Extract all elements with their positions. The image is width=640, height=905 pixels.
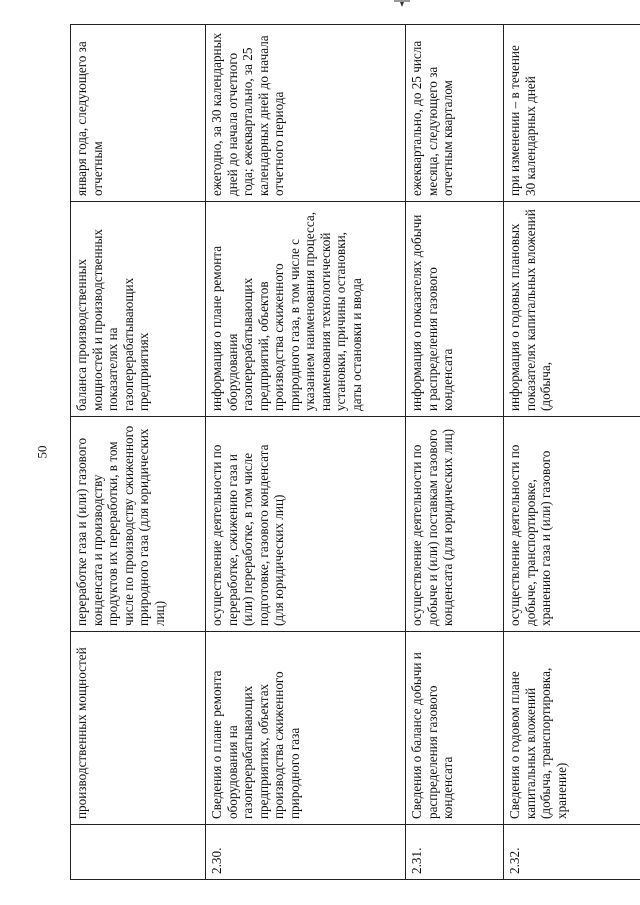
row-number: 2.32. — [504, 825, 640, 880]
table-row — [206, 25, 406, 880]
requirements-table — [70, 24, 640, 880]
row-period: января года, следующего за отчетным — [71, 25, 206, 202]
table-row — [71, 25, 206, 880]
row-period: при изменении – в течение 30 календарных дней — [504, 25, 640, 202]
row-title: производственных мощностей — [71, 632, 206, 825]
table-row — [406, 25, 504, 880]
row-subject: переработке газа и (или) газового конденсата и производству продуктов их переработки, в том числе по производству сжиженного природного газа (для юридических лиц) — [71, 417, 206, 632]
row-title: Сведения о годовом плане капитальных вложений (добыча, транспортировка, хранение) — [504, 632, 640, 825]
table-row — [504, 25, 640, 880]
row-content: информация о показателях добычи и распределения газового конденсата — [406, 202, 504, 417]
row-subject: осуществление деятельности по добыче и (или) поставкам газового конденсата (для юридических лиц) — [406, 417, 504, 632]
row-title: Сведения о балансе добычи и распределения газового конденсата — [406, 632, 504, 825]
row-content: баланса производственных мощностей и производственных показателях на газоперерабатывающих предприятиях — [71, 202, 206, 417]
row-period: ежегодно, за 30 календарных дней до начала отчетного года; ежеквартально, за 25 календарных дней до начала отчетного периода — [206, 25, 406, 202]
row-period: ежеквартально, до 25 числа месяца, следующего за отчетным кварталом — [406, 25, 504, 202]
rotated-table-container — [70, 25, 640, 880]
row-number: 2.31. — [406, 825, 504, 880]
row-title: Сведения о плане ремонта оборудования на газоперерабатывающих предприятиях, объектах производства сжиженного природного газа — [206, 632, 406, 825]
row-content: информация о годовых плановых показателях капитальных вложений (добыча, — [504, 202, 640, 417]
row-content: информация о плане ремонта оборудования газоперерабатывающих предприятий, объектов производства сжиженного природного газа, в том числе с указанием наименования процесса, наименования технологической установки, причины остановки, даты остановки и ввода — [206, 202, 406, 417]
row-subject: осуществление деятельности по переработке, сжижению газа и (или) переработке, в том числе подготовке, газового конденсата (для юридических лиц) — [206, 417, 406, 632]
row-number: 2.30. — [206, 825, 406, 880]
row-number — [71, 825, 206, 880]
page-number: 50 — [34, 445, 50, 459]
scan-mark-icon — [394, 0, 410, 10]
row-subject: осуществление деятельности по добыче, транспортировке, хранению газа и (или) газового — [504, 417, 640, 632]
